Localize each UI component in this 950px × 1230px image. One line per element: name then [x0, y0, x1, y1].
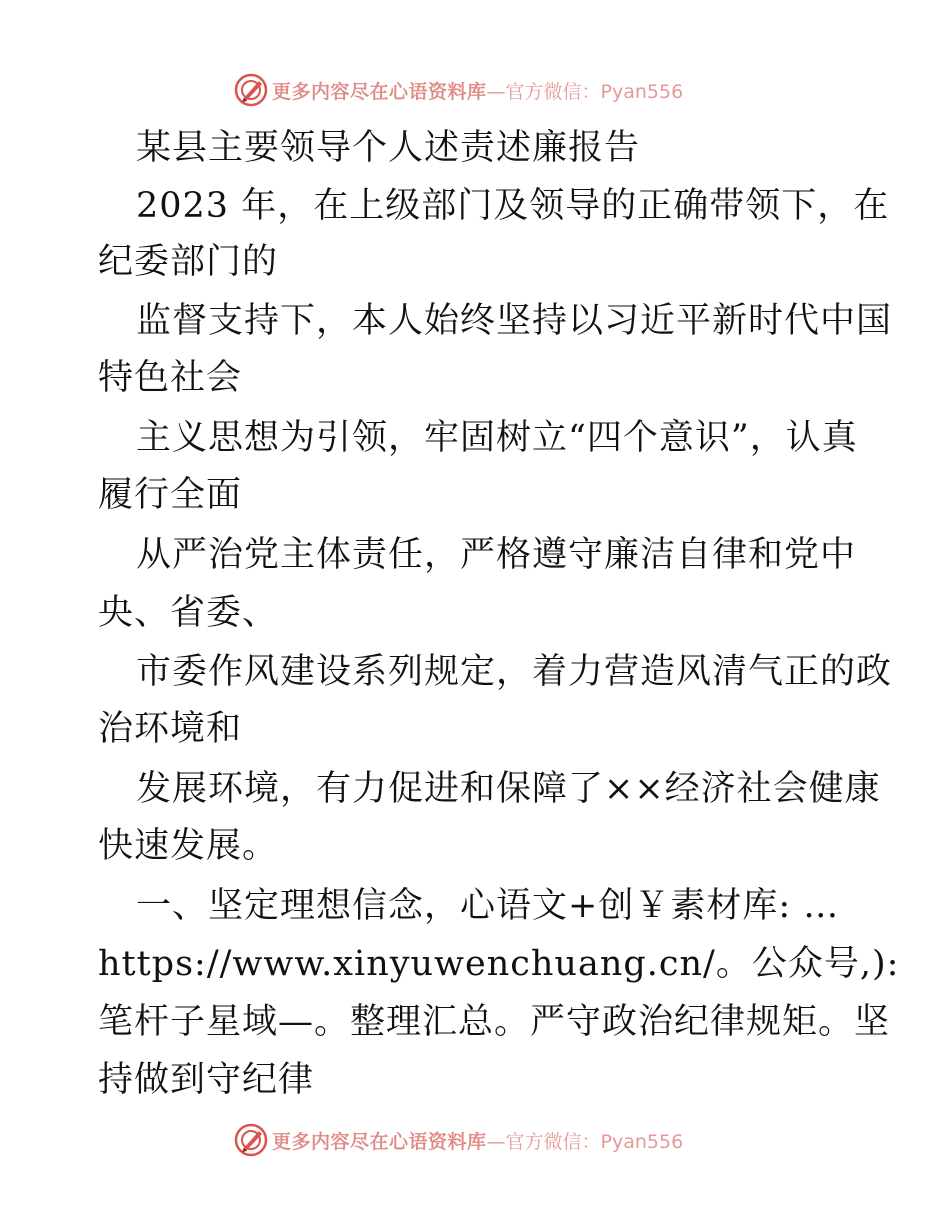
paragraph-line: 市委作风建设系列规定，着力营造风清气正的政: [136, 652, 893, 692]
paragraph-line: 从严治党主体责任，严格遵守廉洁自律和党中: [136, 535, 857, 575]
header-watermark-banner: [234, 70, 683, 110]
paragraph-line: https://www.xinyuwenchuang.cn/。公众号,):: [98, 944, 900, 984]
paragraph-line: 主义思想为引领，牢固树立“四个意识”，认真: [136, 418, 858, 458]
paragraph-line: 监督支持下，本人始终坚持以习近平新时代中国: [136, 301, 893, 341]
pen-logo-icon: [234, 1123, 268, 1157]
banner-main-text: 更多内容尽在心语资料库: [272, 1130, 487, 1153]
paragraph-line: 央、省委、: [98, 593, 279, 633]
paragraph-line: 快速发展。: [98, 826, 279, 866]
pen-logo-icon: [234, 73, 268, 107]
paragraph-line: 一、坚定理想信念，心语文+创￥素材库: …: [136, 886, 840, 926]
paragraph-line: 持做到守纪律: [98, 1060, 315, 1100]
paragraph-line: 履行全面: [98, 475, 243, 515]
banner-wechat-text: —官方微信：Pyan556: [486, 80, 684, 103]
paragraph-line: 发展环境，有力促进和保障了××经济社会健康: [136, 769, 881, 809]
paragraph-line: 特色社会: [98, 358, 243, 398]
paragraph-line: 笔杆子星域—。整理汇总。严守政治纪律规矩。坚: [98, 1002, 891, 1042]
footer-watermark-banner: [234, 1120, 683, 1160]
paragraph-line: 治环境和: [98, 709, 243, 749]
document-title: 某县主要领导个人述责述廉报告: [136, 128, 641, 168]
banner-wechat-text: —官方微信：Pyan556: [486, 1130, 684, 1153]
banner-main-text: 更多内容尽在心语资料库: [272, 80, 487, 103]
paragraph-line: 2023 年，在上级部门及领导的正确带领下，在: [136, 186, 890, 226]
paragraph-line: 纪委部门的: [98, 242, 279, 282]
